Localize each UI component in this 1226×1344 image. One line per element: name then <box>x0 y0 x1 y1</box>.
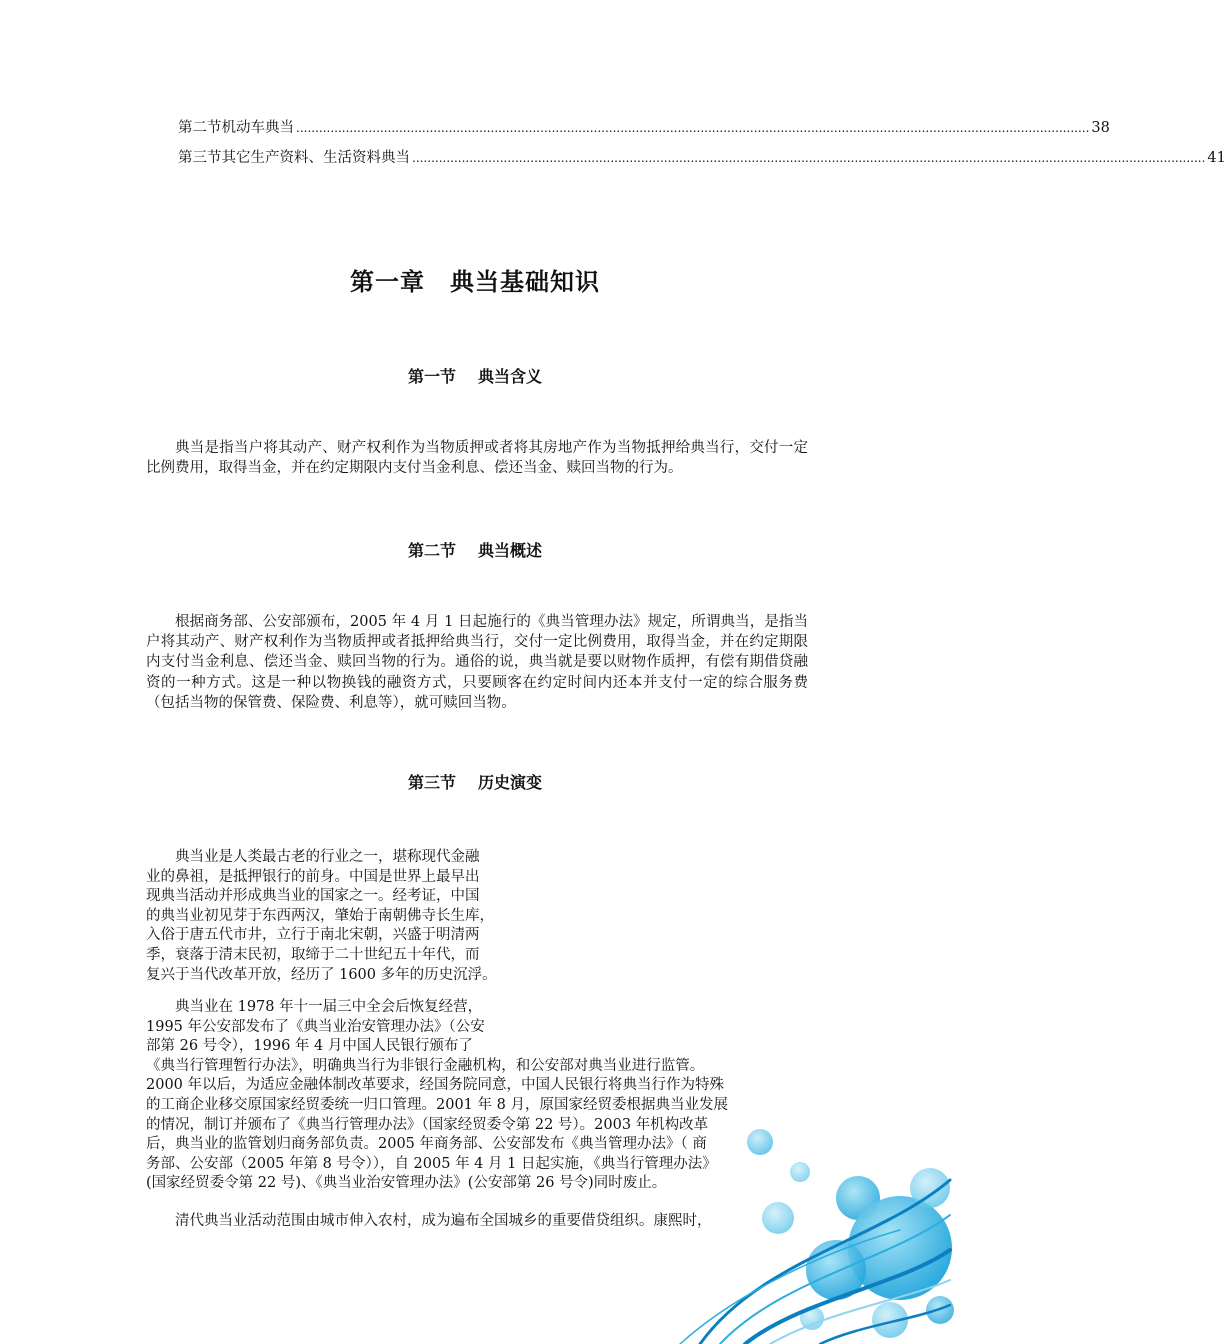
text-line: 1995 年公安部发布了《典当业治安管理办法》（公安 <box>146 1018 485 1035</box>
section-title: 典当概述 <box>478 541 543 560</box>
section-title: 历史演变 <box>478 773 543 792</box>
text-line: 的典当业初见芽于东西两汉，肇始于南朝佛寺长生库， <box>146 907 494 924</box>
section-heading <box>0 538 950 561</box>
text-line: (国家经贸委令第 22 号)、《典当业治安管理办法》(公安部第 26 号令)同时废止。 <box>146 1175 667 1192</box>
toc-section-number: 第三节 <box>178 150 222 166</box>
toc-leader-dots: ................................................................................................................................................................................................................ <box>296 121 1090 135</box>
text-line: 务部、公安部（2005 年第 8 号令）），自 2005 年 4 月 1 日起实施，《典当行管理办法》 <box>146 1155 717 1172</box>
section-heading <box>0 364 950 387</box>
text-line: 复兴于当代改革开放，经历了 1600 多年的历史沉浮。 <box>146 966 497 983</box>
text-line: 清代典当业活动范围由城市伸入农村，成为遍布全国城乡的重要借贷组织。康熙时， <box>175 1213 712 1229</box>
toc-entry[interactable] <box>178 146 1226 168</box>
text-line: 的工商企业移交原国家经贸委统一归口管理。2001 年 8 月，原国家经贸委根据典当业发展 <box>146 1096 728 1113</box>
history-paragraph-2 <box>146 998 728 1194</box>
chapter-title: 第一章 典当基础知识 <box>350 268 600 296</box>
toc-section-title: 机动车典当 <box>221 120 294 136</box>
toc-leader-dots: ................................................................................................................................................................................................................ <box>412 151 1206 165</box>
text-line: 2000 年以后，为适应金融体制改革要求，经国务院同意，中国人民银行将典当行作为特殊 <box>146 1077 725 1094</box>
history-paragraph-3 <box>146 1212 712 1232</box>
section-number: 第一节 <box>407 367 456 386</box>
section-body: 根据商务部、公安部颁布，2005 年 4 月 1 日起施行的《典当管理办法》规定，所谓典当，是指当户将其动产、财产权利作为当物质押或者抵押给典当行，交付一定比例费用，取得当金，并在约定期限内支付当金利息、偿还当金、赎回当物的行为。通俗的说，典当就是要以财物作质押，有偿有期借贷融资的一种方式。这是一种以物换钱的融资方式，只要顾客在约定时间内还本并支付一定的综合服务费（包括当物的保管费、保险费、利息等），就可赎回当物。 <box>146 614 808 711</box>
text-line: 典当业是人类最古老的行业之一，堪称现代金融 <box>175 849 480 865</box>
swirl-lines <box>680 1180 950 1344</box>
text-line: 入俗于唐五代市井，立行于南北宋朝，兴盛于明清两 <box>146 927 480 944</box>
toc-entry[interactable] <box>178 116 1110 138</box>
text-line: 的情况，制订并颁布了《典当行管理办法》（国家经贸委令第 22 号）。2003 年机构改革 <box>146 1116 709 1133</box>
text-line: 部第 26 号令），1996 年 4 月中国人民银行颁布了 <box>146 1038 473 1055</box>
text-line: 《典当行管理暂行办法》，明确典当行为非银行金融机构，和公安部对典当业进行监管。 <box>146 1057 705 1074</box>
section-number: 第二节 <box>407 541 456 560</box>
toc-section-title: 其它生产资料、生活资料典当 <box>221 150 410 166</box>
history-paragraph-1 <box>146 848 497 985</box>
toc-section-number: 第二节 <box>178 120 222 136</box>
text-line: 现典当活动并形成典当业的国家之一。经考证，中国 <box>146 888 480 905</box>
section-title: 典当含义 <box>478 367 543 386</box>
text-line: 季，衰落于清末民初，取缔于二十世纪五十年代，而 <box>146 946 480 963</box>
section-body: 典当是指当户将其动产、财产权利作为当物质押或者将其房地产作为当物抵押给典当行，交付一定比例费用，取得当金，并在约定期限内支付当金利息、偿还当金、赎回当物的行为。 <box>146 440 808 477</box>
toc-page-number: 38 <box>1091 120 1110 136</box>
text-line: 业的鼻祖，是抵押银行的前身。中国是世界上最早出 <box>146 868 480 885</box>
bubble-cluster <box>747 1129 954 1338</box>
text-line: 典当业在 1978 年十一届三中全会后恢复经营， <box>175 999 483 1015</box>
section-heading <box>0 770 950 793</box>
text-line: 后，典当业的监管划归商务部负责。2005 年商务部、公安部发布《典当管理办法》（ 商 <box>146 1136 707 1153</box>
toc-page-number: 41 <box>1207 150 1226 166</box>
section-number: 第三节 <box>407 773 456 792</box>
